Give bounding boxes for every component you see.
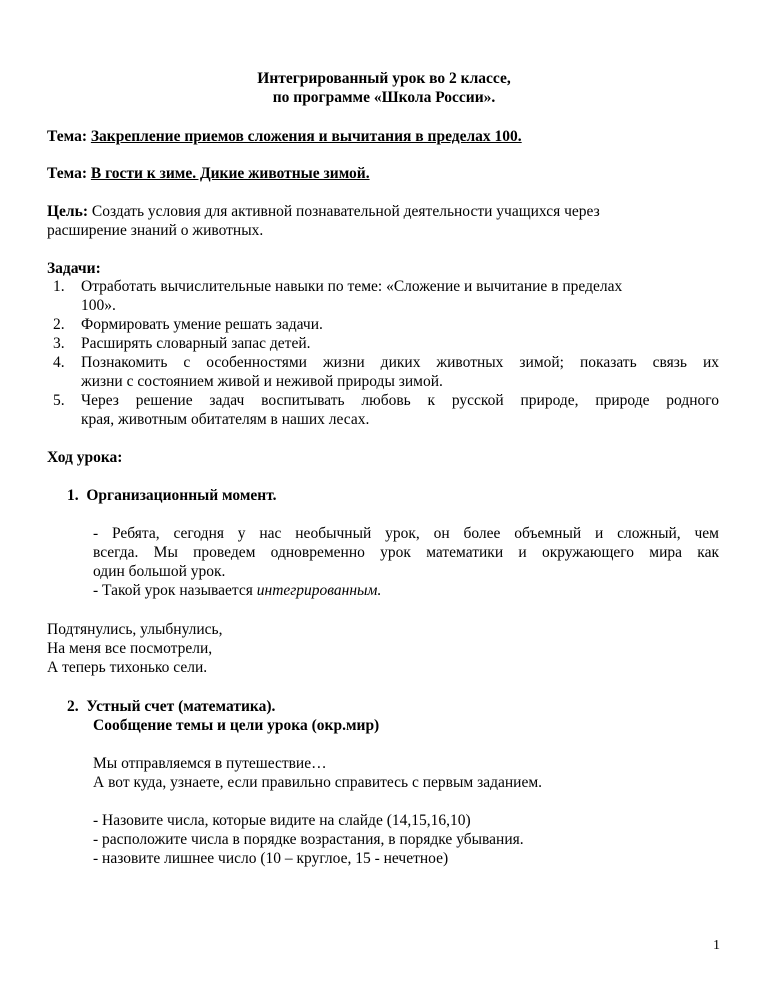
poem-line-3: А теперь тихонько сели. — [47, 659, 208, 676]
section-1-p1-line2: всегда. Мы проведем одновременно урок математики и окружающего мира как — [93, 544, 719, 561]
page-number: 1 — [713, 938, 720, 953]
section-1-p1-line3: один большой урок. — [93, 563, 226, 580]
title-line-2: по программе «Школа России». — [272, 89, 496, 106]
task-item-5 — [47, 391, 719, 429]
task-item-1 — [47, 277, 719, 315]
lesson-heading: Ход урока: — [47, 449, 123, 466]
section-1-p2 — [93, 581, 381, 600]
section-2-bullet-3: - назовите лишнее число (10 – круглое, 15 - нечетное) — [93, 850, 449, 867]
task-item-2 — [47, 315, 719, 334]
section-2-title-2: Сообщение темы и цели урока (окр.мир) — [93, 717, 380, 734]
section-2-bullet-1: - Назовите числа, которые видите на слайде (14,15,16,10) — [93, 812, 471, 829]
task-text-5b: края, животным обитателям в наших лесах. — [81, 411, 370, 428]
poem-line-1: Подтянулись, улыбнулись, — [47, 621, 223, 638]
tasks-heading: Задачи: — [47, 260, 101, 277]
goal-text-1: Создать условия для активной познавательной деятельности учащихся через — [91, 203, 600, 220]
section-2-title-1: Устный счет (математика). — [86, 698, 276, 715]
goal-line-2: расширение знаний о животных. — [47, 222, 264, 239]
section-2-p1: Мы отправляемся в путешествие… — [93, 755, 327, 772]
topic-2-label: Тема: — [47, 165, 87, 182]
task-text-1a: Отработать вычислительные навыки по теме: «Сложение и вычитание в пределах — [81, 278, 623, 295]
section-2-heading — [67, 697, 275, 716]
section-2-num: 2. — [67, 698, 79, 715]
topic-2 — [47, 164, 370, 183]
task-text-4a: Познакомить с особенностями жизни диких животных зимой; показать связь их — [81, 354, 719, 371]
task-item-4 — [47, 353, 719, 391]
section-1-title: Организационный момент. — [86, 487, 277, 504]
section-1-p2-italic: интегрированным. — [256, 582, 382, 599]
task-text-4b: жизни с состоянием живой и неживой природы зимой. — [81, 373, 443, 390]
task-num-1: 1. — [53, 278, 65, 295]
task-num-4: 4. — [53, 354, 65, 371]
goal-label: Цель: — [47, 203, 88, 220]
section-1-p2-prefix: - Такой урок называется — [93, 582, 257, 599]
goal-line-1 — [47, 202, 600, 221]
poem-line-2: На меня все посмотрели, — [47, 640, 213, 657]
topic-1 — [47, 127, 522, 146]
title-line-1: Интегрированный урок во 2 классе, — [257, 70, 511, 87]
task-num-3: 3. — [53, 335, 65, 352]
section-1-p1-line1: - Ребята, сегодня у нас необычный урок, он более объемный и сложный, чем — [93, 525, 719, 542]
section-1-heading — [67, 486, 277, 505]
topic-1-text: Закрепление приемов сложения и вычитания в пределах 100. — [90, 128, 522, 145]
section-2-p2: А вот куда, узнаете, если правильно справитесь с первым заданием. — [93, 774, 543, 791]
section-1-num: 1. — [67, 487, 79, 504]
task-text-3: Расширять словарный запас детей. — [81, 335, 311, 352]
section-2-bullet-2: - расположите числа в порядке возрастания, в порядке убывания. — [93, 831, 524, 848]
task-item-3 — [47, 334, 719, 353]
task-text-5a: Через решение задач воспитывать любовь к русской природе, природе родного — [81, 392, 719, 409]
topic-2-text: В гости к зиме. Дикие животные зимой. — [90, 165, 370, 182]
task-num-5: 5. — [53, 392, 65, 409]
task-num-2: 2. — [53, 316, 65, 333]
task-text-1b: 100». — [81, 297, 116, 314]
topic-1-label: Тема: — [47, 128, 87, 145]
task-text-2: Формировать умение решать задачи. — [81, 316, 323, 333]
